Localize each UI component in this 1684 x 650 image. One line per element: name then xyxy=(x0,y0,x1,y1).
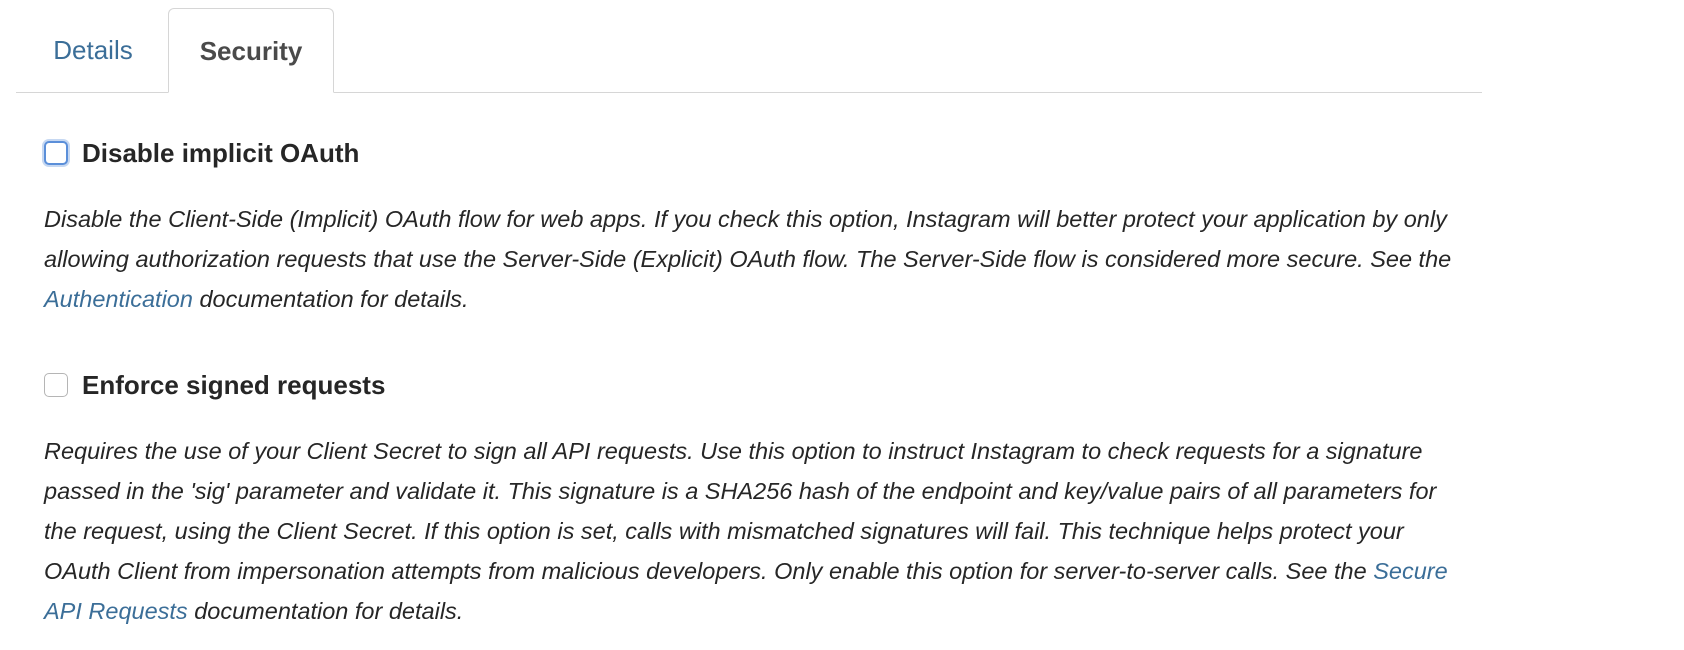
tab-security[interactable]: Security xyxy=(168,8,334,93)
option-header xyxy=(44,133,1464,173)
secure-api-requests-link[interactable]: Secure API Requests xyxy=(44,558,1448,624)
disable-implicit-oauth-checkbox[interactable] xyxy=(44,141,68,165)
option-title[interactable]: Enforce signed requests xyxy=(82,369,386,400)
description-text: Requires the use of your Client Secret to sign all API requests. Use this option to instruct Instagram to check requests for a signature passed in the 'sig' parameter and validate it. This signature is a SHA256 hash of the endpoint and key/value pairs of all parameters for the request, using the Client Secret. If this option is set, calls with mismatched signatures will fail. This technique helps protect your OAuth Client from impersonation attempts from malicious developers. Only enable this option for server-to-server calls. See the xyxy=(44,438,1437,584)
description-text: Disable the Client-Side (Implicit) OAuth flow for web apps. If you check this option, Instagram will better protect your application by only allowing authorization requests that use the Server-Side (Explicit) OAuth flow. The Server-Side flow is considered more secure. See the xyxy=(44,206,1452,272)
disable-implicit-oauth-section xyxy=(44,133,1464,319)
option-title[interactable]: Disable implicit OAuth xyxy=(82,137,360,168)
enforce-signed-requests-checkbox[interactable] xyxy=(44,373,68,397)
option-description xyxy=(44,199,1464,319)
option-description xyxy=(44,431,1464,631)
authentication-link[interactable]: Authentication xyxy=(44,286,193,312)
description-text-end: documentation for details. xyxy=(192,286,469,312)
option-header xyxy=(44,365,1464,405)
tab-bar xyxy=(16,8,1482,93)
description-text-end: documentation for details. xyxy=(187,598,464,624)
enforce-signed-requests-section xyxy=(44,365,1464,631)
tab-details[interactable]: Details xyxy=(53,34,133,65)
